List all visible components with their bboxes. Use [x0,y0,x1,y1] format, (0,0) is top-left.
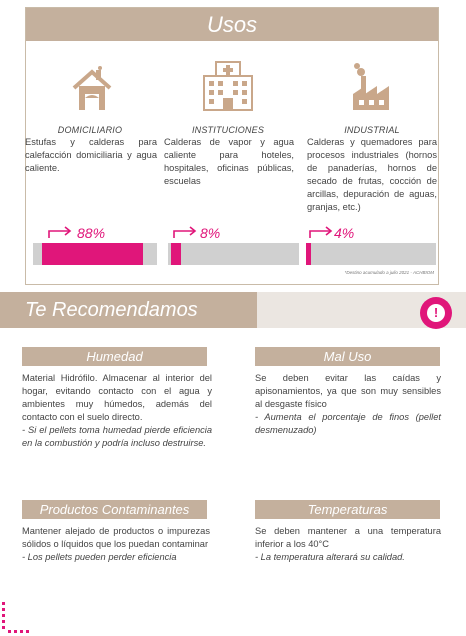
domiciliario-bar [33,243,157,265]
productos-contaminantes-heading: Productos Contaminantes [22,500,207,519]
industrial-heading: INDUSTRIAL [344,125,400,135]
mal-uso-note: - Aumenta el porcentaje de finos (pellet desmenuzado) [255,412,441,435]
humedad-heading: Humedad [22,347,207,366]
instituciones-percent: 8% [200,225,221,241]
humedad-body: Material Hidrófilo. Almacenar al interior del hogar, evitando contacto con el agua y ambientes muy húmedos, además del contacto con el suelo directo. [22,373,212,422]
temperaturas-text [255,525,441,564]
arrow-icon [172,223,198,239]
hospital-building-icon [200,60,256,112]
humedad-note: - Si el pellets toma humedad pierde eficiencia en la combustión y podría incluso destruirse. [22,425,212,448]
temperaturas-note: - La temperatura alterará su calidad. [255,552,405,562]
alert-icon: ! [420,297,452,329]
factory-icon [347,60,395,112]
domiciliario-heading: DOMICILIARIO [57,125,123,135]
house-icon [70,64,114,112]
productos-contaminantes-text [22,525,210,564]
usos-title: Usos [26,8,438,41]
industrial-bar [306,243,436,265]
recomendamos-title: Te Recomendamos [0,292,257,328]
instituciones-heading: INSTITUCIONES [191,125,265,135]
mal-uso-text [255,372,441,437]
decorative-dots [0,598,40,636]
domiciliario-text: Estufas y calderas para calefacción domiciliaria y agua caliente. [25,137,157,173]
industrial-percent: 4% [334,225,355,241]
instituciones-bar [168,243,299,265]
industrial-text: Calderas y quemadores para procesos industriales (hornos de panaderías, hornos de secado de frutas, cocción de arcillas, depuración de aguas, granjas, etc.) [307,137,437,212]
mal-uso-body: Se deben evitar las caídas y apisonamientos, ya que son muy sensibles al desgaste físico [255,373,441,409]
usos-footnote: *Destino acumulado a julio 2021 - ACHBIOM [344,270,434,275]
mal-uso-heading: Mal Uso [255,347,440,366]
temperaturas-body: Se deben mantener a una temperatura inferior a los 40°C [255,526,441,549]
arrow-icon [47,223,73,239]
arrow-icon [308,223,334,239]
domiciliario-percent: 88% [77,225,106,241]
temperaturas-heading: Temperaturas [255,500,440,519]
productos-contaminantes-body: Mantener alejado de productos o impurezas sólidos o líquidos que los puedan contaminar [22,526,210,549]
productos-contaminantes-note: - Los pellets pueden perder eficiencia [22,552,177,562]
instituciones-text: Calderas de vapor y agua caliente para hoteles, hospitales, oficinas públicas, escuelas [164,137,294,186]
humedad-text [22,372,212,450]
